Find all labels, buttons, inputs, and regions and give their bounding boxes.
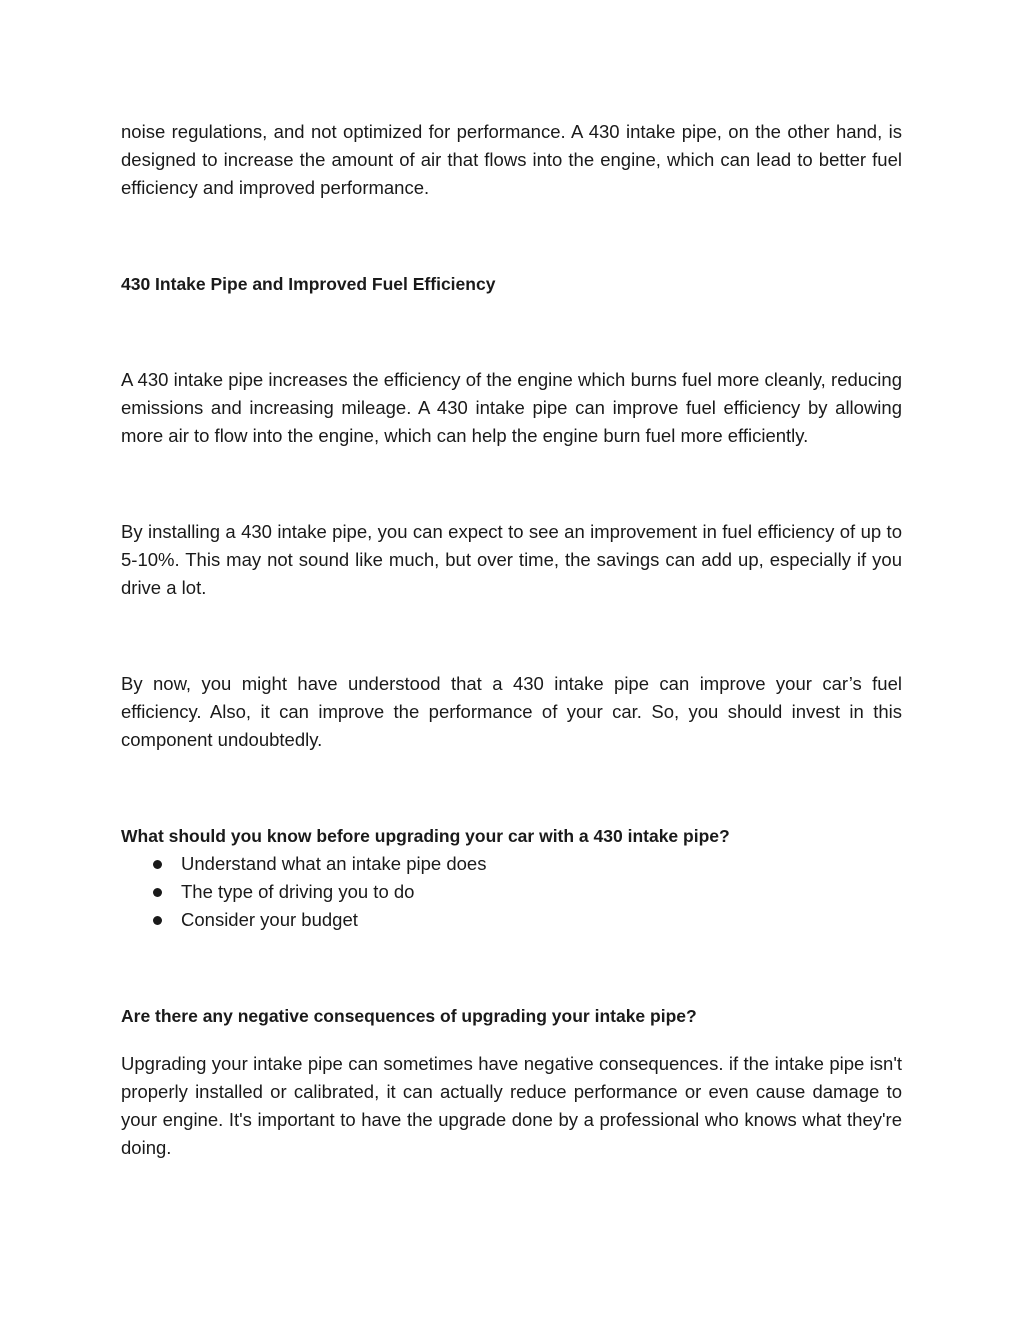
list-item-text: The type of driving you to do: [181, 881, 415, 902]
bullet-icon: [153, 916, 162, 925]
paragraph-efficiency-1: A 430 intake pipe increases the efficiency of the engine which burns fuel more cleanly, reducing emissions and increasing mileage. A 430 intake pipe can improve fuel efficiency by allowing more air to flow into the engine, which can help the engine burn fuel more efficiently.: [121, 369, 902, 446]
paragraph-intro-continued: noise regulations, and not optimized for performance. A 430 intake pipe, on the other hand, is designed to increase the amount of air that flows into the engine, which can lead to better fuel efficiency and improved performance.: [121, 121, 902, 198]
heading-fuel-efficiency: 430 Intake Pipe and Improved Fuel Efficiency: [121, 274, 496, 294]
bullet-icon: [153, 888, 162, 897]
spacer: [121, 934, 902, 1002]
spacer: [121, 602, 902, 670]
list-item-text: Consider your budget: [181, 909, 358, 930]
list-item-text: Understand what an intake pipe does: [181, 853, 487, 874]
heading-negative-consequences: Are there any negative consequences of upgrading your intake pipe?: [121, 1006, 697, 1026]
paragraph-efficiency-2: By installing a 430 intake pipe, you can expect to see an improvement in fuel efficiency of up to 5-10%. This may not sound like much, but over time, the savings can add up, especially if you drive a lot.: [121, 521, 902, 598]
document-page: [121, 118, 902, 1162]
list-item: [121, 906, 902, 934]
list-item: [121, 878, 902, 906]
spacer: [121, 754, 902, 822]
spacer: [121, 298, 902, 366]
paragraph-negative: Upgrading your intake pipe can sometimes have negative consequences. if the intake pipe isn't properly installed or calibrated, it can actually reduce performance or even cause damage to your engine. It's important to have the upgrade done by a professional who knows what they're doing.: [121, 1053, 902, 1158]
spacer: [121, 1030, 902, 1050]
spacer: [121, 450, 902, 518]
heading-before-upgrading: What should you know before upgrading your car with a 430 intake pipe?: [121, 826, 730, 846]
bullet-icon: [153, 860, 162, 869]
spacer: [121, 202, 902, 270]
list-item: [121, 850, 902, 878]
paragraph-efficiency-3: By now, you might have understood that a 430 intake pipe can improve your car’s fuel efficiency. Also, it can improve the performance of your car. So, you should invest in this component undoubtedly.: [121, 673, 902, 750]
bullet-list: [121, 850, 902, 934]
